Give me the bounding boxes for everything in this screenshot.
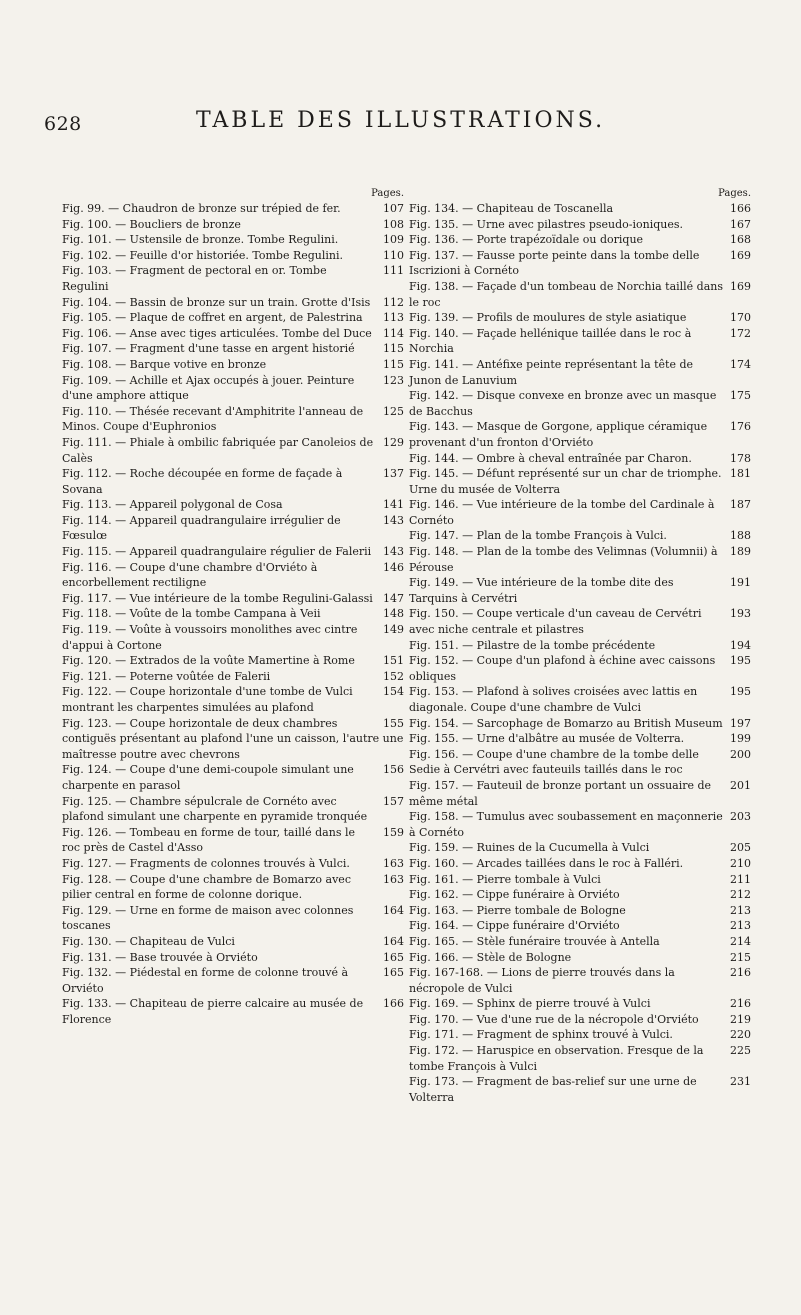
figure-caption: Fig. 132. — Piédestal en forme de colonne trouvé à Orviéto: [62, 966, 349, 995]
figure-entry: [409, 747, 751, 778]
figure-entry: [62, 310, 404, 326]
figure-entry: [409, 1012, 751, 1028]
pages-label: Pages.: [371, 188, 404, 199]
figure-caption: Fig. 123. — Coupe horizontale de deux chambres contiguës présentant au plafond l'une un caisson, l'autre une maîtresse poutre avec chevrons: [62, 716, 404, 761]
figure-entry: [62, 606, 404, 622]
page-reference: 114: [376, 326, 404, 342]
figure-caption: Fig. 115. — Appareil quadrangulaire régulier de Falerii: [62, 545, 372, 559]
page-reference: 210: [723, 856, 751, 872]
figure-entry: [62, 934, 404, 950]
entry-list: [62, 201, 404, 1027]
figure-caption: Fig. 172. — Haruspice en observation. Fresque de la tombe François à Vulci: [409, 1044, 704, 1073]
figure-caption: Fig. 145. — Défunt représenté sur un char de triomphe. Urne du musée de Volterra: [409, 467, 722, 496]
toc-column-left: [62, 188, 404, 1027]
figure-caption: Fig. 136. — Porte trapézoïdale ou dorique: [409, 233, 644, 247]
figure-caption: Fig. 163. — Pierre tombale de Bologne: [409, 903, 626, 917]
figure-caption: Fig. 102. — Feuille d'or historiée. Tombe Regulini.: [62, 248, 344, 262]
page-reference: 155: [376, 716, 404, 732]
page-reference: 154: [376, 684, 404, 700]
figure-caption: Fig. 165. — Stèle funéraire trouvée à Antella: [409, 934, 660, 948]
figure-caption: Fig. 135. — Urne avec pilastres pseudo-ioniques.: [409, 217, 684, 231]
figure-caption: Fig. 134. — Chapiteau de Toscanella: [409, 202, 614, 215]
figure-entry: [62, 373, 404, 404]
figure-caption: Fig. 118. — Voûte de la tombe Campana à Veii: [62, 607, 321, 621]
page-reference: 163: [376, 872, 404, 888]
figure-caption: Fig. 151. — Pilastre de la tombe précédente: [409, 638, 656, 652]
figure-entry: [409, 451, 751, 467]
figure-caption: Fig. 139. — Profils de moulures de style asiatique: [409, 311, 687, 325]
figure-caption: Fig. 130. — Chapiteau de Vulci: [62, 934, 235, 948]
page-reference: 123: [376, 373, 404, 389]
figure-caption: Fig. 116. — Coupe d'une chambre d'Orviéto à encorbellement rectiligne: [62, 560, 318, 590]
figure-caption: Fig. 119. — Voûte à voussoirs monolithes avec cintre d'appui à Cortone: [62, 623, 358, 652]
page-reference: 115: [376, 357, 404, 373]
figure-entry: [409, 326, 751, 357]
figure-entry: [62, 357, 404, 373]
figure-entry: [409, 419, 751, 450]
figure-caption: Fig. 141. — Antéfixe peinte représentant la tête de Junon de Lanuvium: [409, 357, 694, 387]
figure-entry: [409, 684, 751, 715]
page-reference: 156: [376, 762, 404, 778]
page-reference: 219: [723, 1012, 751, 1028]
page-reference: 191: [723, 575, 751, 591]
figure-caption: Fig. 106. — Anse avec tiges articulées. Tombe del Duce: [62, 326, 372, 340]
figure-entry: [62, 684, 404, 715]
figure-entry: [62, 903, 404, 934]
figure-caption: Fig. 166. — Stèle de Bologne: [409, 950, 572, 964]
figure-caption: Fig. 162. — Cippe funéraire à Orviéto: [409, 888, 620, 902]
figure-entry: [62, 201, 404, 217]
figure-entry: [409, 217, 751, 233]
page-reference: 174: [723, 357, 751, 373]
figure-caption: Fig. 161. — Pierre tombale à Vulci: [409, 872, 601, 886]
figure-entry: [62, 544, 404, 560]
page-reference: 199: [723, 731, 751, 747]
figure-entry: [409, 232, 751, 248]
page-reference: 181: [723, 466, 751, 482]
figure-caption: Fig. 131. — Base trouvée à Orviéto: [62, 950, 258, 964]
page-reference: 143: [376, 544, 404, 560]
figure-entry: [62, 513, 404, 544]
figure-entry: [409, 731, 751, 747]
figure-caption: Fig. 156. — Coupe d'une chambre de la tombe delle Sedie à Cervétri avec fauteuils taillés dans le roc: [409, 747, 699, 777]
figure-caption: Fig. 122. — Coupe horizontale d'une tombe de Vulci montrant les charpentes simulées au plafond: [62, 685, 353, 714]
figure-caption: Fig. 128. — Coupe d'une chambre de Bomarzo avec pilier central en forme de colonne dorique.: [62, 872, 351, 902]
page-reference: 201: [723, 778, 751, 794]
figure-caption: Fig. 99. — Chaudron de bronze sur trépied de fer.: [62, 202, 341, 215]
page-reference: 194: [723, 638, 751, 654]
figure-entry: [62, 856, 404, 872]
page-reference: 200: [723, 747, 751, 763]
figure-entry: [409, 1074, 751, 1105]
figure-caption: Fig. 167-168. — Lions de pierre trouvés dans la nécropole de Vulci: [409, 966, 675, 995]
figure-caption: Fig. 129. — Urne en forme de maison avec colonnes toscanes: [62, 903, 354, 933]
page-reference: 216: [723, 965, 751, 981]
figure-caption: Fig. 111. — Phiale à ombilic fabriquée par Canoleios de Calès: [62, 435, 374, 465]
page-reference: 149: [376, 622, 404, 638]
figure-entry: [409, 388, 751, 419]
page-reference: 176: [723, 419, 751, 435]
page-reference: 166: [376, 996, 404, 1012]
figure-caption: Fig. 153. — Plafond à solives croisées avec lattis en diagonale. Coupe d'une chambre de Vulci: [409, 685, 698, 714]
page-reference: 164: [376, 903, 404, 919]
figure-entry: [62, 716, 404, 763]
figure-entry: [409, 357, 751, 388]
figure-entry: [409, 778, 751, 809]
page-reference: 205: [723, 840, 751, 856]
figure-entry: [62, 950, 404, 966]
figure-caption: Fig. 127. — Fragments de colonnes trouvés à Vulci.: [62, 856, 350, 870]
figure-entry: [62, 965, 404, 996]
figure-caption: Fig. 108. — Barque votive en bronze: [62, 357, 267, 371]
page-title: TABLE DES ILLUSTRATIONS.: [195, 108, 606, 133]
page-reference: 109: [376, 232, 404, 248]
figure-entry: [62, 669, 404, 685]
figure-entry: [409, 528, 751, 544]
figure-caption: Fig. 113. — Appareil polygonal de Cosa: [62, 498, 283, 512]
page-reference: 220: [723, 1027, 751, 1043]
toc-column-right: [409, 188, 751, 1105]
figure-caption: Fig. 142. — Disque convexe en bronze avec un masque de Bacchus: [409, 389, 717, 418]
figure-entry: [62, 794, 404, 825]
page-reference: 125: [376, 404, 404, 420]
page-reference: 129: [376, 435, 404, 451]
figure-entry: [409, 716, 751, 732]
page-reference: 165: [376, 965, 404, 981]
figure-entry: [62, 217, 404, 233]
page-reference: 115: [376, 341, 404, 357]
figure-caption: Fig. 160. — Arcades taillées dans le roc à Falléri.: [409, 856, 684, 870]
figure-caption: Fig. 105. — Plaque de coffret en argent, de Palestrina: [62, 311, 363, 325]
figure-caption: Fig. 152. — Coupe d'un plafond à échine avec caissons obliques: [409, 654, 716, 683]
page-reference: 159: [376, 825, 404, 841]
page-reference: 211: [723, 872, 751, 888]
figure-entry: [409, 201, 751, 217]
figure-caption: Fig. 155. — Urne d'albâtre au musée de Volterra.: [409, 732, 685, 746]
figure-caption: Fig. 164. — Cippe funéraire d'Orviéto: [409, 919, 620, 933]
figure-caption: Fig. 120. — Extrados de la voûte Mamertine à Rome: [62, 654, 355, 668]
figure-caption: Fig. 154. — Sarcophage de Bomarzo au British Museum: [409, 716, 723, 730]
figure-caption: Fig. 114. — Appareil quadrangulaire irrégulier de Fœsulœ: [62, 513, 341, 543]
figure-caption: Fig. 112. — Roche découpée en forme de façade à Sovana: [62, 467, 343, 496]
page-reference: 164: [376, 934, 404, 950]
figure-entry: [62, 825, 404, 856]
pages-label: Pages.: [718, 188, 751, 199]
figure-caption: Fig. 147. — Plan de la tombe François à Vulci.: [409, 529, 667, 543]
page-reference: 111: [376, 263, 404, 279]
figure-entry: [62, 591, 404, 607]
figure-caption: Fig. 150. — Coupe verticale d'un caveau de Cervétri avec niche centrale et pilastres: [409, 607, 702, 637]
page-reference: 112: [376, 295, 404, 311]
page-reference: 187: [723, 497, 751, 513]
page-reference: 216: [723, 996, 751, 1012]
figure-entry: [409, 934, 751, 950]
figure-caption: Fig. 110. — Thésée recevant d'Amphitrite l'anneau de Minos. Coupe d'Euphronios: [62, 404, 364, 434]
page-reference: 189: [723, 544, 751, 560]
figure-entry: [409, 653, 751, 684]
figure-caption: Fig. 157. — Fauteuil de bronze portant un ossuaire de même métal: [409, 778, 712, 808]
page-reference: 108: [376, 217, 404, 233]
page-reference: 143: [376, 513, 404, 529]
page-reference: 151: [376, 653, 404, 669]
figure-entry: [62, 560, 404, 591]
entry-list: [409, 201, 751, 1105]
figure-entry: [409, 606, 751, 637]
page-reference: 167: [723, 217, 751, 233]
figure-entry: [409, 856, 751, 872]
figure-caption: Fig. 103. — Fragment de pectoral en or. Tombe Regulini: [62, 264, 327, 293]
figure-caption: Fig. 158. — Tumulus avec soubassement en maçonnerie à Cornéto: [409, 810, 723, 839]
figure-entry: [409, 809, 751, 840]
figure-entry: [409, 310, 751, 326]
page-reference: 178: [723, 451, 751, 467]
figure-entry: [409, 872, 751, 888]
figure-entry: [62, 263, 404, 294]
page-reference: 169: [723, 248, 751, 264]
figure-caption: Fig. 149. — Vue intérieure de la tombe dite des Tarquins à Cervétri: [409, 576, 674, 605]
page-reference: 165: [376, 950, 404, 966]
figure-entry: [409, 950, 751, 966]
figure-entry: [409, 887, 751, 903]
figure-caption: Fig. 143. — Masque de Gorgone, applique céramique provenant d'un fronton d'Orviéto: [409, 420, 708, 449]
figure-caption: Fig. 125. — Chambre sépulcrale de Cornéto avec plafond simulant une charpente en pyramide tronquée: [62, 794, 368, 824]
figure-entry: [409, 1027, 751, 1043]
figure-entry: [62, 653, 404, 669]
page-reference: 214: [723, 934, 751, 950]
page-reference: 203: [723, 809, 751, 825]
page-reference: 148: [376, 606, 404, 622]
page-reference: 157: [376, 794, 404, 810]
page-reference: 197: [723, 716, 751, 732]
figure-entry: [409, 903, 751, 919]
page-reference: 113: [376, 310, 404, 326]
figure-entry: [62, 466, 404, 497]
figure-caption: Fig. 140. — Façade hellénique taillée dans le roc à Norchia: [409, 326, 692, 356]
figure-entry: [62, 497, 404, 513]
figure-caption: Fig. 171. — Fragment de sphinx trouvé à Vulci.: [409, 1028, 673, 1042]
figure-entry: [409, 1043, 751, 1074]
figure-entry: [62, 295, 404, 311]
page-reference: 195: [723, 684, 751, 700]
figure-caption: Fig. 109. — Achille et Ajax occupés à jouer. Peinture d'une amphore attique: [62, 373, 355, 403]
figure-entry: [62, 435, 404, 466]
page-reference: 110: [376, 248, 404, 264]
figure-caption: Fig. 169. — Sphinx de pierre trouvé à Vulci: [409, 997, 651, 1011]
figure-entry: [62, 232, 404, 248]
figure-entry: [62, 872, 404, 903]
page-reference: 172: [723, 326, 751, 342]
page-reference: 168: [723, 232, 751, 248]
figure-caption: Fig. 144. — Ombre à cheval entraînée par Charon.: [409, 451, 692, 465]
figure-entry: [409, 996, 751, 1012]
figure-caption: Fig. 148. — Plan de la tombe des Velimnas (Volumnii) à Pérouse: [409, 545, 718, 574]
figure-entry: [409, 840, 751, 856]
page-reference: 212: [723, 887, 751, 903]
page-reference: 163: [376, 856, 404, 872]
figure-caption: Fig. 133. — Chapiteau de pierre calcaire au musée de Florence: [62, 997, 364, 1026]
page-reference: 213: [723, 918, 751, 934]
page-reference: 137: [376, 466, 404, 482]
page-reference: 195: [723, 653, 751, 669]
figure-caption: Fig. 104. — Bassin de bronze sur un train. Grotte d'Isis: [62, 295, 371, 309]
page-reference: 107: [376, 201, 404, 217]
page-reference: 175: [723, 388, 751, 404]
page-reference: 166: [723, 201, 751, 217]
figure-caption: Fig. 121. — Poterne voûtée de Falerii: [62, 669, 271, 683]
figure-caption: Fig. 137. — Fausse porte peinte dans la tombe delle Iscrizioni à Cornéto: [409, 248, 700, 278]
figure-caption: Fig. 117. — Vue intérieure de la tombe Regulini-Galassi: [62, 591, 373, 605]
page-reference: 152: [376, 669, 404, 685]
figure-entry: [62, 996, 404, 1027]
figure-caption: Fig. 159. — Ruines de la Cucumella à Vulci: [409, 841, 650, 855]
figure-entry: [409, 965, 751, 996]
figure-caption: Fig. 146. — Vue intérieure de la tombe del Cardinale à Cornéto: [409, 498, 715, 527]
page-reference: 225: [723, 1043, 751, 1059]
page-reference: 188: [723, 528, 751, 544]
figure-entry: [62, 762, 404, 793]
page-reference: 215: [723, 950, 751, 966]
figure-caption: Fig. 138. — Façade d'un tombeau de Norchia taillé dans le roc: [409, 279, 724, 309]
figure-entry: [62, 341, 404, 357]
figure-caption: Fig. 101. — Ustensile de bronze. Tombe Regulini.: [62, 233, 339, 247]
figure-entry: [409, 918, 751, 934]
figure-entry: [409, 575, 751, 606]
figure-entry: [62, 622, 404, 653]
figure-caption: Fig. 124. — Coupe d'une demi-coupole simulant une charpente en parasol: [62, 763, 354, 792]
figure-caption: Fig. 173. — Fragment de bas-relief sur une urne de Volterra: [409, 1075, 697, 1104]
figure-entry: [62, 326, 404, 342]
figure-entry: [409, 279, 751, 310]
figure-entry: [62, 404, 404, 435]
figure-caption: Fig. 100. — Boucliers de bronze: [62, 217, 241, 231]
figure-entry: [409, 497, 751, 528]
page-number: 628: [44, 113, 82, 135]
figure-entry: [62, 248, 404, 264]
page-reference: 147: [376, 591, 404, 607]
figure-caption: Fig. 107. — Fragment d'une tasse en argent historié: [62, 342, 355, 356]
page-reference: 170: [723, 310, 751, 326]
figure-caption: Fig. 170. — Vue d'une rue de la nécropole d'Orviéto: [409, 1012, 699, 1026]
page-reference: 169: [723, 279, 751, 295]
figure-entry: [409, 248, 751, 279]
page-reference: 193: [723, 606, 751, 622]
page-reference: 146: [376, 560, 404, 576]
page-reference: 231: [723, 1074, 751, 1090]
page-reference: 213: [723, 903, 751, 919]
page-reference: 141: [376, 497, 404, 513]
figure-entry: [409, 638, 751, 654]
figure-caption: Fig. 126. — Tombeau en forme de tour, taillé dans le roc près de Castel d'Asso: [62, 825, 355, 855]
figure-entry: [409, 466, 751, 497]
figure-entry: [409, 544, 751, 575]
